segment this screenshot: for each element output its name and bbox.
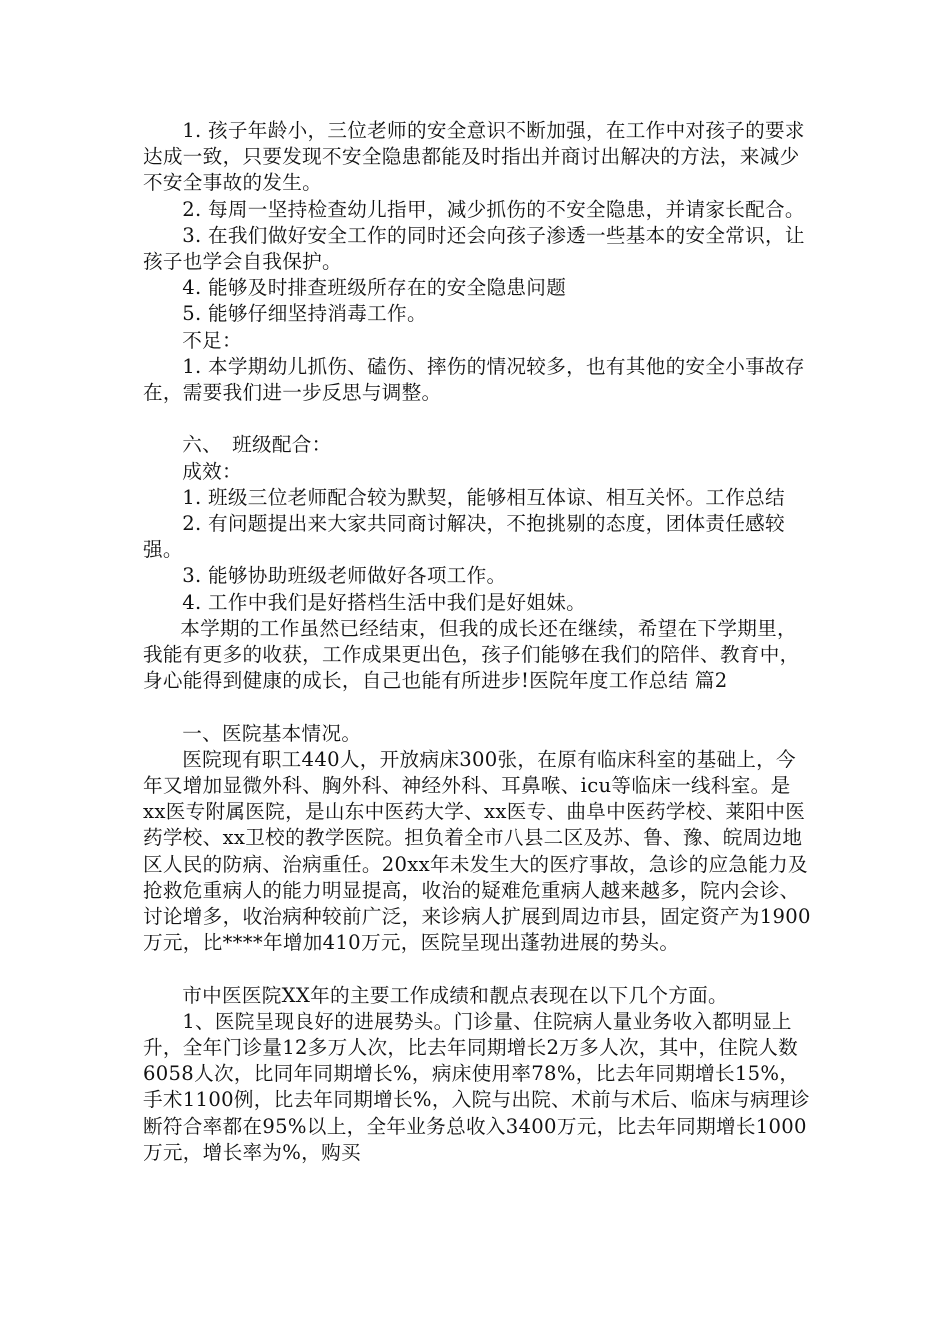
blank-line — [143, 956, 813, 982]
paragraph: 4. 能够及时排查班级所存在的安全隐患问题 — [182, 276, 567, 300]
paragraph: 2. 每周一坚持检查幼儿指甲，减少抓伤的不安全隐患，并请家长配合。 — [182, 197, 805, 221]
document-page — [143, 118, 813, 1166]
paragraph: 1、医院呈现良好的进展势头。门诊量、住院病人量业务收入都明显上升，全年门诊量12多万人次，比去年同期增长2万多人次，其中，住院人数6058人次，比同年同期增长%，病床使用率78%，比去年同期增长15%，手术1100例，比去年同期增长%，入院与出院、术前与术后、临床与病理诊断符合率都在95%以上，全年业务总收入3400万元，比去年同期增长1000万元，增长率为%，购买 — [143, 1009, 810, 1164]
blank-line — [143, 406, 813, 432]
subheading: 不足： — [182, 328, 242, 352]
paragraph: 1. 孩子年龄小，三位老师的安全意识不断加强，在工作中对孩子的要求达成一致，只要发现不安全隐患都能及时指出并商讨出解决的方法，来减少不安全事故的发生。 — [143, 119, 805, 195]
paragraph: 1. 班级三位老师配合较为默契，能够相互体谅、相互关怀。工作总结 — [182, 485, 785, 509]
paragraph: 本学期的工作虽然已经结束，但我的成长还在继续，希望在下学期里，我能有更多的收获，工作成果更出色，孩子们能够在我们的陪伴、教育中，身心能得到健康的成长，自己也能有所进步!医院年度工作总结 篇2 — [143, 616, 800, 693]
paragraph: 市中医医院XX年的主要工作成绩和靓点表现在以下几个方面。 — [182, 983, 728, 1007]
paragraph: 4. 工作中我们是好搭档生活中我们是好姐妹。 — [182, 590, 586, 614]
paragraph: 医院现有职工440人，开放病床300张，在原有临床科室的基础上，今年又增加显微外科、胸外科、神经外科、耳鼻喉、icu等临床一线科室。是xx医专附属医院，是山东中医药大学、xx医专、曲阜中医药学校、莱阳中医药学校、xx卫校的教学医院。担负着全市八县二区及苏、鲁、豫、皖周边地区人民的防病、治病重任。20xx年未发生大的医疗事故，急诊的应急能力及抢救危重病人的能力明显提高，收治的疑难危重病人越来越多，院内会诊、讨论增多，收治病种较前广泛，来诊病人扩展到周边市县，固定资产为1900万元，比****年增加410万元，医院呈现出蓬勃进展的势头。 — [143, 747, 811, 955]
paragraph: 5. 能够仔细坚持消毒工作。 — [182, 302, 427, 326]
blank-line — [143, 694, 813, 720]
paragraph: 1. 本学期幼儿抓伤、磕伤、摔伤的情况较多，也有其他的安全小事故存在，需要我们进一步反思与调整。 — [143, 354, 805, 405]
paragraph: 2. 有问题提出来大家共同商讨解决，不抱挑剔的态度，团体责任感较强。 — [143, 512, 785, 562]
section-heading: 一、医院基本情况。 — [182, 721, 362, 745]
section-heading: 六、 班级配合： — [182, 433, 332, 457]
paragraph: 3. 能够协助班级老师做好各项工作。 — [182, 564, 507, 588]
subheading: 成效： — [182, 459, 242, 483]
paragraph: 3. 在我们做好安全工作的同时还会向孩子渗透一些基本的安全常识，让孩子也学会自我保护。 — [143, 223, 805, 274]
